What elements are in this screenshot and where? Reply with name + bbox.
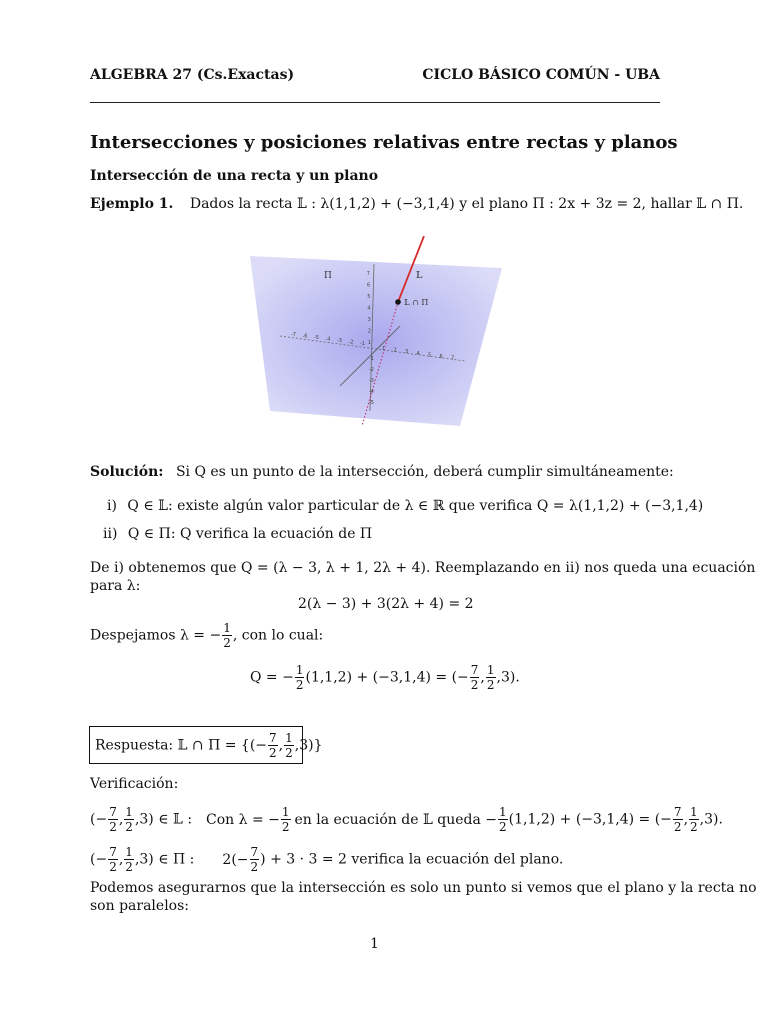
equation-2: Q = − $\frac{1}{2}$ (1,1,2) + (−3,1,4) = (− $\frac{7}{2}$ , $\frac{1}{2}$ ,3). <box>250 663 520 692</box>
x-tick-label: 4 <box>416 350 420 357</box>
verification-line-2: (− $\frac{7}{2}$ , $\frac{1}{2}$ ,3) ∈ Π : 2(− $\frac{7}{2}$ ) + 3 · 3 = 2 verifica la ecuación del plano. <box>90 845 564 874</box>
solution-item-i <box>107 498 703 514</box>
item-ii-marker: ii) <box>103 526 118 542</box>
z-tick-label: 7 <box>366 271 370 277</box>
answer-text: Respuesta: 𝕃 ∩ Π = {(− $\frac{7}{2}$ , $\frac{1}{2}$ ,3)} <box>95 731 323 760</box>
z-tick-label: 1 <box>368 340 372 346</box>
equation-1: 2(λ − 3) + 3(2λ + 4) = 2 <box>298 596 474 612</box>
z-tick-label: 3 <box>367 317 371 323</box>
z-tick-label: -3 <box>369 378 374 384</box>
x-tick-label: -2 <box>348 339 354 346</box>
line-label: 𝕃 <box>416 271 423 281</box>
despejamos-tail: , con lo cual: <box>232 627 324 644</box>
x-tick-label: -3 <box>337 338 342 344</box>
subsection-title: Intersección de una recta y un plano <box>90 168 379 184</box>
verification-line-1: (− $\frac{7}{2}$ , $\frac{1}{2}$ ,3) ∈ 𝕃 : Con λ = − $\frac{1}{2}$ en la ecuación de 𝕃 queda − $\frac{1}{2}$ (1,1,2) + (−3,1,4) = (− $\frac{7}{2}$ , $\frac{1}{2}$ ,3). <box>90 805 723 834</box>
x-tick-label: 2 <box>393 347 397 354</box>
plane-shape <box>250 256 502 426</box>
z-tick-label: -2 <box>369 367 374 373</box>
plane-label: Π <box>324 271 332 281</box>
item-ii-text: Q ∈ Π: Q verifica la ecuación de Π <box>127 526 373 542</box>
z-tick-label: 5 <box>367 294 371 300</box>
example-line <box>90 196 743 212</box>
derivation-line-2: para λ: <box>90 578 141 594</box>
header-right: CICLO BÁSICO COMÚN - UBA <box>422 67 660 83</box>
z-tick-label: -1 <box>369 356 374 362</box>
x-tick-label: 6 <box>439 354 443 360</box>
derivation-line-1: De i) obtenemos que Q = (λ − 3, λ + 1, 2λ + 4). Reemplazando en ii) nos queda una ecuación <box>90 560 756 576</box>
solution-intro: Si Q es un punto de la intersección, deberá cumplir simultáneamente: <box>175 464 674 480</box>
closing-line-2: son paralelos: <box>90 898 189 914</box>
solution-line <box>90 464 674 480</box>
closing-line-1: Podemos asegurarnos que la intersección es solo un punto si vemos que el plano y la recta no <box>90 880 757 896</box>
item-i-text: Q ∈ 𝕃: existe algún valor particular de λ ∈ ℝ que verifica Q = λ(1,1,2) + (−3,1,4) <box>127 498 704 514</box>
x-tick-label: -4 <box>325 336 331 343</box>
x-tick-label: 7 <box>451 355 455 362</box>
point-label: 𝕃 ∩ Π <box>404 298 429 307</box>
x-tick-label: -1 <box>360 341 365 347</box>
z-tick-label: 2 <box>367 328 371 335</box>
x-tick-label: -6 <box>302 333 308 340</box>
section-title: Intersecciones y posiciones relativas entre rectas y planos <box>90 132 678 153</box>
despejamos-text: Despejamos λ = − <box>90 627 222 644</box>
plane-line-figure <box>250 236 502 426</box>
header-rule <box>90 102 660 103</box>
header-left: ALGEBRA 27 (Cs.Exactas) <box>90 67 295 83</box>
page-number: 1 <box>370 936 379 952</box>
z-tick-label: -4 <box>369 389 374 395</box>
x-tick-label: 3 <box>405 349 409 356</box>
example-text: Dados la recta 𝕃 : λ(1,1,2) + (−3,1,4) y el plano Π : 2x + 3z = 2, hallar 𝕃 ∩ Π. <box>189 196 744 212</box>
x-tick-label: 1 <box>382 346 386 352</box>
example-label: Ejemplo 1. <box>90 196 174 212</box>
x-tick-label: -5 <box>314 335 319 341</box>
x-tick-label: 5 <box>428 352 432 359</box>
z-tick-label: -5 <box>369 400 374 406</box>
fraction-one-half: $\frac{1}{2}$ <box>223 621 231 650</box>
z-tick-label: 4 <box>367 305 371 312</box>
solution-label: Solución: <box>90 464 164 480</box>
z-tick-label: 6 <box>367 282 371 289</box>
verification-title: Verificación: <box>90 776 179 792</box>
item-i-marker: i) <box>107 498 117 514</box>
solution-item-ii <box>103 526 372 542</box>
x-tick-label: -7 <box>291 332 296 338</box>
intersection-point <box>395 299 401 305</box>
despejamos-line <box>90 622 323 649</box>
